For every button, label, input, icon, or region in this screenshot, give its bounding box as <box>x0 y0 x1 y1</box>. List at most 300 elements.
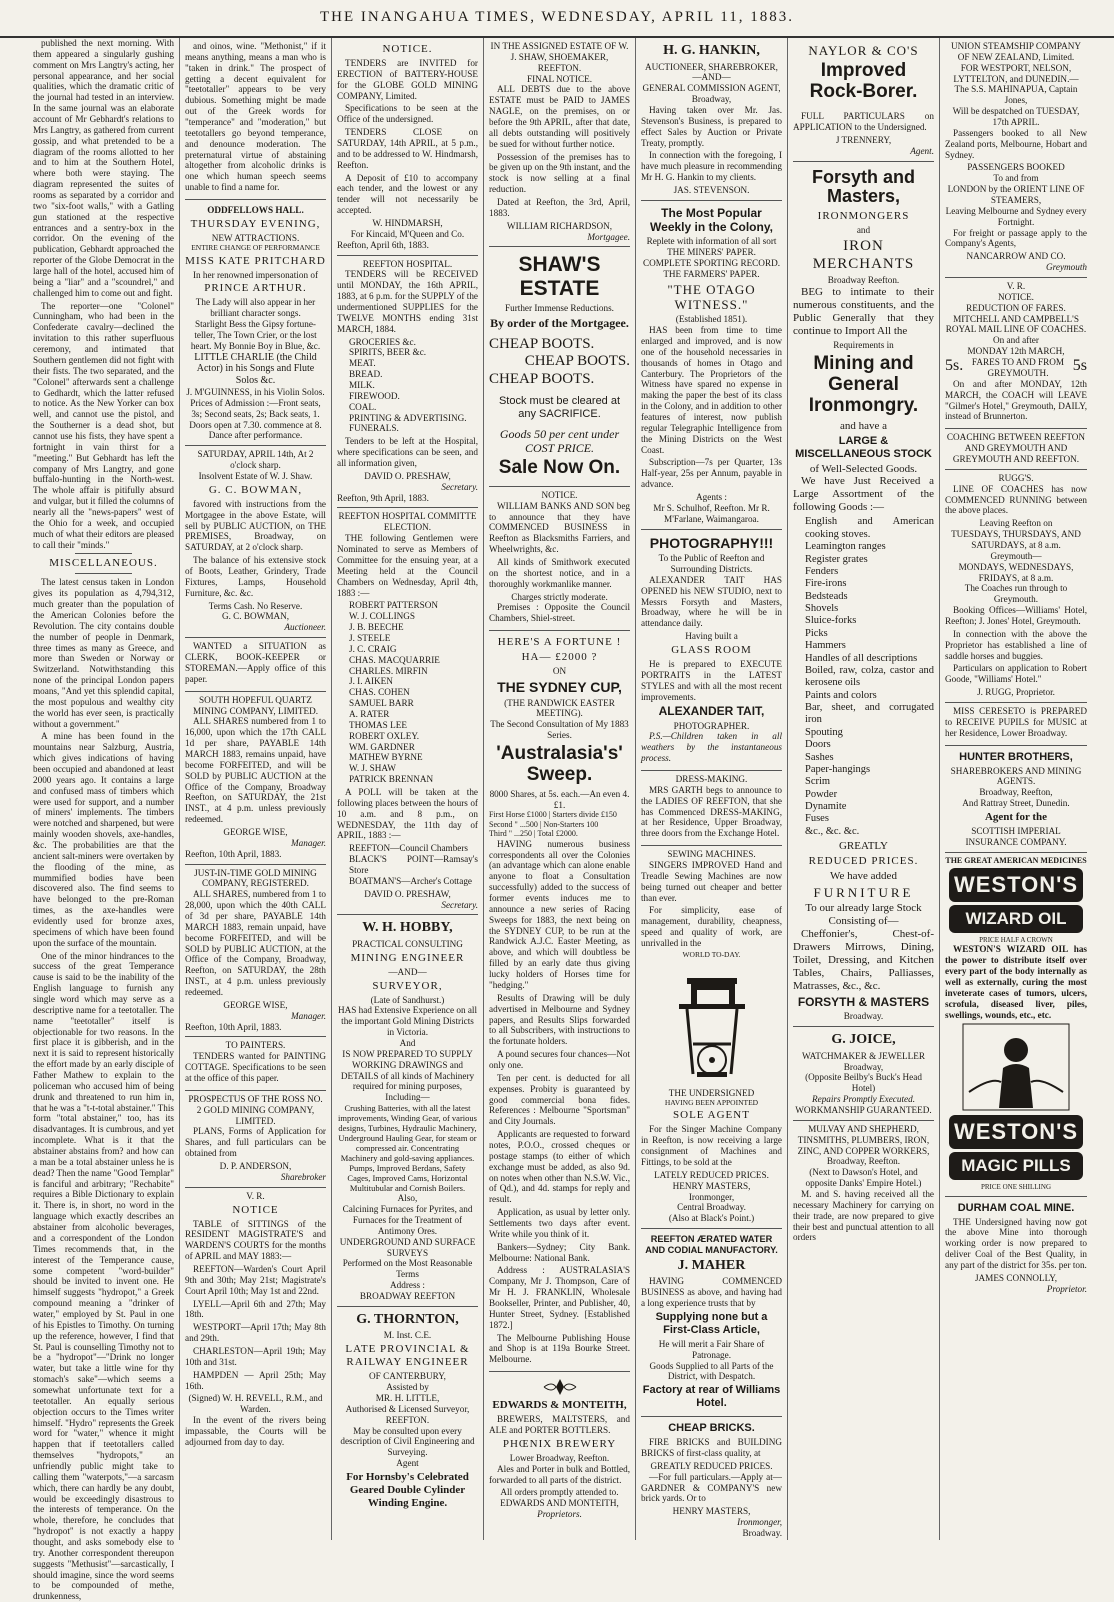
ad-line: M. Inst. C.E. <box>383 1330 432 1341</box>
newspaper-title: THE INANGAHUA TIMES, WEDNESDAY, APRIL 11, 1883. <box>319 9 795 25</box>
ad-south-hopeful <box>185 692 326 865</box>
ad-line: WORKMANSHIP GUARANTEED. <box>795 1104 932 1115</box>
list-item: Leamington ranges <box>805 541 886 553</box>
ad-body: In connection with the foregoing, I have much pleasure in recommending Mr H. G. Hankin to my clients. <box>641 150 782 183</box>
ad-line: V. R. <box>1006 281 1026 292</box>
ad-date: Reefton, 9th April, 1883. <box>337 492 429 503</box>
ad-coaching <box>945 429 1087 470</box>
ad-role: Ironmonger, <box>688 1191 735 1202</box>
ad-body: HAMPDEN — April 25th; May 16th. <box>185 1369 326 1391</box>
ad-line: Prices of Admission :—Front seats, 3s; Second seats, 2s; Back seats, 1. <box>190 397 321 419</box>
ad-hunter-brothers <box>945 746 1087 853</box>
ad-body: Booking Offices—Williams' Hotel, Reefton; J. Jones' Hotel, Greymouth. <box>945 605 1087 626</box>
ad-line: COMPLETE SPORTING RECORD. <box>642 257 781 268</box>
article-text: The reporter—one "Colonel" Cunningham, who had been in the Confederate cavalry—declined the invitation to this rather superfluous ceremony, and intimated that Southern gentlemen did not fight with their fists. The two separated, and the "Colonel" afterwards sent a challenge to Gedhardt, which the latter refused to notice. As the New Yorker can box well, and cannot use the pistol, and the Southerner is a dead shot, but cannot use his fists, they have spent a fortnight in vain thirst for a "meeting." But Gebhardt has left the company of Mrs Langtry, and gone buffalo-hunting in the North-west. The whole affair is pitifully absurd and vulgar, but it filled the columns of nearly all the "news-papers" west of the Ohio for a week, and occupied much of what their editors are pleased to call their "minds." <box>33 300 174 550</box>
ad-body: BEG to intimate to their numerous constituents, and the Public Generally that they continue to Import All the <box>793 286 934 338</box>
ad-body: HAVING numerous business correspondents all over the Colonies (an advantage which can alone enable anyone to float a Consultation successfully) added to the success of former events induces me to announce a new series of Racing Sweeps for 1883, the next being on the SYDNEY CUP, to be run at the Randwick A.J.C. Easter Meeting, as above, and which will doubtless be filled by an early date thus giving lucky holders of Horses time for "hedging." <box>489 838 630 990</box>
ad-signature: DAVID O. PRESHAW, <box>364 470 451 481</box>
ad-line: Goods 50 per cent under COST PRICE. <box>499 426 620 455</box>
ad-line: SHAREBROKERS AND MINING AGENTS. <box>950 765 1082 787</box>
ad-line: ENTIRE CHANGE OF PERFORMANCE <box>191 242 320 252</box>
ad-line: Authorised & Licensed Surveyor, <box>345 1403 470 1414</box>
ad-just-in-time <box>185 865 326 1038</box>
article-text: The latest census taken in London gives its population as 4,794,312, much greater than the population of the American Colonies before the Revolution. The city contains double the number of people in Denmark, three times as many as Greece, and more than Sweden or Norway or Switzerland. Notwithstanding this none of the principal London papers moans, "And yet this splendid capital, the most populous and wealthy city the world has ever seen, is practically without a government." <box>33 577 174 729</box>
ad-body: A Deposit of £10 to accompany each tender, and the lowest or any tender will not necessarily be accepted. <box>337 172 478 216</box>
ad-line: WORLD TO-DAY. <box>682 949 741 959</box>
ad-line: PHŒNIX BREWERY <box>502 1437 617 1450</box>
ad-line: REDUCTION OF FARES. <box>966 302 1066 313</box>
ad-role: Proprietor. <box>1046 1283 1087 1294</box>
ad-title: NOTICE. <box>382 43 433 55</box>
ad-date: Reefton, 10th April, 1883. <box>185 848 282 859</box>
ad-line: MITCHELL AND CAMPBELL'S ROYAL MAIL LINE OF COACHES. <box>945 313 1087 335</box>
list-item: Handles of all descriptions <box>805 652 918 664</box>
ad-signature: J TRENNERY, <box>835 134 892 145</box>
ad-line: Terms Cash. No Reserve. <box>208 600 303 611</box>
ad-body: For the Singer Machine Company in Reefton, is now receiving a large consignment of Machines and Fittings, to be sold at the <box>641 1124 782 1167</box>
ad-body: TENDERS wanted for PAINTING COTTAGE. Specifications to be seen at the office of this paper. <box>185 1051 326 1083</box>
list-item: FIREWOOD. <box>349 390 400 401</box>
ad-body: Having taken over Mr. Jas. Stevenson's Business, is prepared to effect Sales by Auction or Private Treaty, promptly. <box>641 104 782 148</box>
ad-line: Goods Supplied to all Parts of the District, with Despatch. <box>649 1360 774 1382</box>
column-3 <box>332 38 484 1540</box>
list-item: Fire-irons <box>805 578 847 590</box>
ad-title: PROSPECTUS OF THE ROSS NO. 2 GOLD MINING COMPANY, LIMITED. <box>188 1093 323 1126</box>
ad-body: LYELL—April 6th and 27th; May 18th. <box>185 1298 326 1320</box>
table-row: First Horse £1000 | Starters divide £150 <box>489 810 617 820</box>
ad-line: SCOTTISH IMPERIAL INSURANCE COMPANY. <box>965 825 1067 847</box>
ad-body: ALL SHARES numbered from 1 to 16,000, upon which the 17th CALL 1d per share, PAYABLE 14th MARCH 1883, remains unpaid, have become FORFEITED, and will be SOLD by PUBLIC AUCTION at the Office of the Company, Broadway Reefton, on SATURDAY, the 21st INST., at 4 p.m. unless previously redeemed. <box>185 716 326 825</box>
ad-title: RUGG'S. <box>998 472 1034 483</box>
list-item: Scrim <box>805 776 831 788</box>
ad-hospital-election <box>337 508 478 915</box>
ad-shaws-estate <box>489 247 630 486</box>
list-item: PRINTING & ADVERTISING. <box>349 412 467 423</box>
ad-body: FULL PARTICULARS on APPLICATION to the Undersigned. <box>793 111 934 132</box>
ad-line: PRACTICAL CONSULTING <box>352 938 463 949</box>
list-item: J. I. AIKEN <box>349 676 393 687</box>
ad-line: IN THE ASSIGNED ESTATE OF W. J. SHAW, SHOEMAKER, REEFTON. <box>490 41 629 73</box>
ad-line: Broadway, <box>843 1061 884 1072</box>
newspaper-page <box>28 38 1094 1602</box>
ad-title: TO PAINTERS. <box>225 1040 286 1051</box>
ad-line: and have a <box>839 419 888 432</box>
ad-title: CHEAP BRICKS. <box>668 1422 755 1435</box>
ad-line: MAGIC PILLS <box>949 1152 1083 1180</box>
ad-signature: HENRY MASTERS, <box>672 1506 751 1517</box>
ad-body: Applicants are requested to forward notes, P.O.O., crossed cheques or postage stamps (to either of which exchange must be added, as also 9d. on notes when other than N.S.W. Vic., of Qd.), and 4d. stamps for reply and result. <box>489 1129 630 1205</box>
ad-line: COACHING BETWEEN REEFTON AND GREYMOUTH AND GREYMOUTH AND REEFTON. <box>946 432 1086 464</box>
ad-line: Factory at rear of Williams Hotel. <box>642 1384 781 1410</box>
fare-price: 5s <box>1072 357 1087 375</box>
ad-body: Possession of the premises has to be given up on the 9th instant, and the stock is now selling at a final reduction. <box>489 151 630 195</box>
ad-role: Agent. <box>910 145 934 156</box>
list-item: THOMAS LEE <box>349 719 407 730</box>
ad-line: 8000 Shares, at 5s. each.—An even 4. £1. <box>489 788 630 810</box>
column-4 <box>484 38 636 1540</box>
ad-body: WANTED a SITUATION as CLERK, BOOK-KEEPER or STOREMAN.—Apply office of this paper. <box>185 641 326 684</box>
ad-body: Cheffonier's, Chest-of-Drawers Mirrows, Dining, Toilet, Dressing, and Kitchen Tables, Chairs, Palliasses, Matrasses, &c., &c. <box>793 928 934 993</box>
ad-title: NOTICE. <box>541 489 578 500</box>
ad-line: The Second Consultation of My 1883 Series. <box>490 719 629 741</box>
ad-signature: ALEXANDER TAIT, <box>658 704 765 719</box>
ad-body: FIRE BRICKS and BUILDING BRICKS of first-class quality, at <box>641 1437 782 1459</box>
ad-line: REEFTON. <box>385 1414 430 1425</box>
list-item: Boiled, raw, colza, castor and kerosene oils <box>805 664 934 689</box>
ad-line: Insolvent Estate of W. J. Shaw. <box>198 471 313 482</box>
ad-line: GREATLY <box>838 840 888 853</box>
list-item: MATHEW BYRNE <box>349 752 423 763</box>
ad-line: LARGE & MISCELLANEOUS STOCK <box>795 434 932 460</box>
ad-date: Reefton, April 6th, 1883. <box>337 239 429 250</box>
ad-title: REEFTON HOSPITAL COMMITTE ELECTION. <box>338 511 477 533</box>
ad-title: HUNTER BROTHERS, <box>959 750 1073 763</box>
ad-line: (Established 1851). <box>675 314 748 325</box>
fare-price: 5s. <box>945 357 964 375</box>
ad-line: Broadway. <box>742 1528 782 1539</box>
prize-table <box>489 810 630 838</box>
ad-line: (Late of Sandhurst.) <box>370 994 445 1005</box>
ad-oddfellows <box>185 200 326 446</box>
ad-signature: D. P. ANDERSON, <box>219 1161 292 1172</box>
list-item: Dynamite <box>805 801 847 813</box>
list-item: MEAT. <box>349 358 376 369</box>
ad-body: BREWERS, MALTSTERS, and ALE and PORTER BOTTLERS. <box>489 1414 630 1435</box>
list-item: GROCERIES &c. <box>349 336 416 347</box>
goods-list <box>793 516 934 838</box>
ad-body: M. and S. having received all the necessary Machinery for carrying on their trade, are now prepared to give their best and punctual attention to all orders <box>793 1189 934 1243</box>
list-item: SPIRITS, BEER &c. <box>349 347 427 358</box>
ad-hankin <box>641 38 782 201</box>
ad-line: OF CANTERBURY, <box>369 1371 446 1382</box>
column-1 <box>28 38 180 1602</box>
list-item: Hammers <box>805 640 846 652</box>
ad-signature: FORSYTH & MASTERS <box>797 995 930 1010</box>
ad-title: G. C. BOWMAN, <box>208 483 303 496</box>
ad-line: THE MINERS' PAPER. <box>667 247 756 257</box>
list-item: ROBERT PATTERSON <box>349 600 439 611</box>
ad-title: REEFTON ÆRATED WATER AND CODIAL MANUFACTORY. <box>645 1234 778 1255</box>
column-2 <box>180 38 332 1540</box>
ad-durham-coal <box>945 1197 1087 1299</box>
ad-line: MONDAYS, WEDNESDAYS, FRIDAYS, at 8 a.m. <box>958 561 1074 583</box>
ad-line: He will merit a Fair Share of Patronage. <box>658 1338 765 1360</box>
ad-signature: JAMES CONNOLLY, <box>974 1272 1058 1283</box>
ad-body: A pound secures four chances—Not only one. <box>489 1049 630 1070</box>
ad-forsyth-masters <box>793 162 934 1028</box>
ad-ross <box>185 1091 326 1188</box>
article-text: A mine has been found in the mountains near Salzburg, Austria, which gives indications of having been occupied and abandoned at least 2000 years ago. It contains a large and confused mass of timbers which were used for support, and a number of miners' implements. The timbers were notched and sharpened, but were mainly wooden shovels, axe-handles, &c. The probabilities are that the ancient salt-miners were overtaken by the flooding of the mine, as mummified bodies have been discovered also. The find seems to have belonged to the pre-Roman times, as the axe-handles were evidently used for bronze axes, specimens of which have been found upon the surface of the mountain. <box>33 731 174 948</box>
ad-line: Mining and General Ironmongry. <box>808 352 919 416</box>
ad-title: NAYLOR & CO'S <box>808 43 919 58</box>
ad-line: GENERAL COMMISSION AGENT, <box>642 83 781 94</box>
ad-line: WATCHMAKER & JEWELLER <box>802 1050 925 1061</box>
nominee-list <box>337 600 478 785</box>
ad-signature: G. C. BOWMAN, <box>221 611 290 622</box>
ad-line: 'Australasia's' Sweep. <box>496 742 623 785</box>
ad-body: WESTPORT—April 17th; May 8th and 29th. <box>185 1322 326 1344</box>
list-item: Sluice-forks <box>805 615 857 627</box>
ad-title: REEFTON HOSPITAL. <box>362 258 453 269</box>
list-item: REEFTON—Council Chambers <box>349 843 469 854</box>
ad-line: HA— £2000 ? <box>521 651 598 664</box>
ad-role: Manager. <box>291 1010 326 1021</box>
ad-title: NOTICE. <box>998 291 1034 302</box>
ad-title: DURHAM COAL MINE. <box>957 1201 1075 1214</box>
ad-body: PLANS, Forms of Application for Shares, and full particulars can be obtained from <box>185 1126 326 1159</box>
ad-line: Agent <box>396 1458 419 1469</box>
ad-line: MONDAY 12th MARCH, <box>967 346 1065 357</box>
ad-line: CHEAP BOOTS. <box>524 353 630 370</box>
ad-line: LONDON by the ORIENT LINE OF STEAMERS, <box>947 184 1085 206</box>
ad-signature: WILLIAM RICHARDSON, <box>506 220 613 231</box>
ad-line: SOLE AGENT <box>673 1109 750 1122</box>
ad-line: In her renowned impersonation of <box>192 269 318 280</box>
supply-list <box>337 337 478 435</box>
ad-line: And Rattray Street, Dunedin. <box>962 798 1070 809</box>
ad-body: Particulars on application to Robert Goode, "Williams' Hotel." <box>945 663 1087 685</box>
ad-line: MISS KATE PRITCHARD <box>185 254 326 267</box>
ad-body: ALL SHARES, numbered from 1 to 28,000, upon which the 40th CALL of 3d per share, PAYABLE 14th MARCH 1883, remain unpaid, have become FORFEITED, and will be SOLD by PUBLIC AUCTION, at the Office of the Company, Broadway, Reefton, on SATURDAY, the 28th INST., at 4 p.m. unless previously redeemed. <box>185 889 326 997</box>
column-6 <box>788 38 940 1540</box>
ad-line: And <box>399 1038 416 1049</box>
ad-body: He is prepared to EXECUTE PORTRAITS in the LATEST STYLES and with all the most recent improvements. <box>641 658 782 702</box>
list-item: SAMUEL BARR <box>349 698 414 709</box>
ad-title: W. H. HOBBY, <box>362 920 453 936</box>
list-item: Picks <box>805 627 828 639</box>
ad-signature: JAS. STEVENSON. <box>673 184 750 195</box>
ad-body: MISS CERESETO is PREPARED to RECEIVE PUPILS for MUSIC at her Residence, Lower Broadway. <box>945 705 1087 738</box>
ad-line: CHEAP BOOTS. <box>489 335 595 352</box>
ad-thornton <box>337 1307 478 1516</box>
ad-body: Tenders to be left at the Hospital, where specifications can be seen, and all information given, <box>337 436 478 469</box>
ad-title: NOTICE <box>232 1203 279 1216</box>
ad-line: Lower Broadway, Reefton. <box>509 1452 610 1463</box>
list-item: BOATMAN'S—Archer's Cottage <box>349 875 472 886</box>
list-item: CHAS. MACQUARRIE <box>349 654 440 665</box>
divider <box>75 553 131 554</box>
list-item: ROBERT OXLEY. <box>349 730 420 741</box>
ad-title: SEWING MACHINES. <box>667 849 756 860</box>
fare-text: FARES TO AND FROM GREYMOUTH. <box>971 357 1065 378</box>
ad-role: PHOTOGRAPHER. <box>673 720 750 731</box>
ad-signature: GEORGE WISE, <box>223 826 288 837</box>
ad-body: ALL DEBTS due to the above ESTATE must be PAID to JAMES NAGLE, on the premises, on or before the 9th APRIL, after that date, all debts outstanding will positively be sued for without further notice. <box>489 84 630 149</box>
ad-dressmaking <box>641 771 782 846</box>
ad-title: G. THORNTON, <box>356 1311 459 1327</box>
masthead <box>0 0 1114 38</box>
ad-line: Requirements in <box>833 340 894 351</box>
list-item: Register grates <box>805 553 868 565</box>
ad-line: For Hornsby's Celebrated Geared Double Cylinder Winding Engine. <box>346 1470 469 1509</box>
list-item: CHARLES. MIRFIN <box>349 665 428 676</box>
ad-line: PRINCE ARTHUR. <box>204 282 307 295</box>
ad-line: THE UNDERSIGNED <box>668 1087 755 1098</box>
list-item: Bedsteads <box>805 590 848 602</box>
ad-line: LITTLE CHARLIE (the Child Actor) in his Songs and Flute Solos &c. <box>194 351 317 387</box>
list-item: J. STEELE <box>349 632 391 643</box>
ad-role: Proprietors. <box>537 1509 582 1520</box>
ad-line: FURNITURE <box>813 885 914 901</box>
ad-body: All kinds of Smithwork executed on the shortest notice, and in a thoroughly workmanlike manner. <box>489 557 630 589</box>
list-item: Sashes <box>805 751 834 763</box>
ad-line: Agent for the <box>984 810 1048 823</box>
ad-body: P.S.—Children taken in all weathers by the instantaneous process. <box>641 731 782 764</box>
sewing-machine-icon <box>667 964 757 1084</box>
ad-union-steamship <box>945 38 1087 278</box>
ad-title: HERE'S A FORTUNE ! <box>497 636 622 649</box>
list-item: Shovels <box>805 603 839 615</box>
list-item: J. C. CRAIG <box>349 643 397 654</box>
ad-line: Broadway, Reefton, <box>979 787 1053 798</box>
ad-line: "THE OTAGO WITNESS." <box>667 281 756 312</box>
ad-title: EDWARDS & MONTEITH, <box>492 1399 627 1412</box>
ad-title: MULVAY AND SHEPHERD, TINSMITHS, PLUMBERS, IRON, ZINC, AND COPPER WORKERS, <box>797 1123 930 1156</box>
ad-ruggs <box>945 470 1087 703</box>
ad-line: CHEAP BOOTS. <box>489 371 595 388</box>
ad-signature: NANCARROW AND CO. <box>966 251 1066 262</box>
ad-banks <box>489 487 630 631</box>
ad-body: TENDERS will be RECEIVED until MONDAY, the 16th APRIL, 1883, at 6 p.m. for the SUPPLY of the undermentioned SUPPLIES for the TWELVE MONTHS ending 31st MARCH, 1884. <box>337 269 478 334</box>
ad-line: PASSENGERS BOOKED <box>967 162 1065 173</box>
ad-line: of Well-Selected Goods. <box>809 462 918 475</box>
ad-line: IRON MERCHANTS <box>812 237 915 272</box>
ad-line: Repairs Promptly Executed. <box>812 1094 915 1105</box>
ad-body: We have Just Received a Large Assortment of the following Goods :— <box>793 475 934 514</box>
ad-line: (THE RANDWICK EASTER MEETING). <box>504 697 615 719</box>
ad-line: FOR WESTPORT, NELSON, LYTTELTON, and DUNEDIN.— <box>953 62 1079 84</box>
ad-title: FINAL NOTICE. <box>527 73 592 84</box>
ad-line: Address : <box>390 1280 425 1291</box>
ad-line: THE SYDNEY CUP, <box>497 678 622 695</box>
ad-photography <box>641 530 782 771</box>
ad-line: Performed on the Most Reasonable Terms <box>342 1258 473 1280</box>
ad-line: Assisted by <box>386 1382 429 1393</box>
ad-body: Application, as usual by letter only. Settlements two days after event. Write while you think of it. <box>489 1207 630 1239</box>
ad-role: Sharebroker <box>280 1171 326 1182</box>
ad-coach-fares <box>945 278 1087 429</box>
ad-line: ON <box>552 666 567 677</box>
ad-body: For simplicity, ease of management, durability, cheapness, speed and quality of work, are unrivalled in the <box>641 905 782 948</box>
ad-signature: GEORGE WISE, <box>223 999 288 1010</box>
ad-aerated-water <box>641 1229 782 1417</box>
list-item: Paper-hangings <box>805 763 871 775</box>
ad-joice <box>793 1027 934 1121</box>
ad-painters <box>185 1037 326 1090</box>
ad-line: WESTON'S <box>949 1115 1083 1149</box>
ad-line: To and from <box>993 173 1039 184</box>
ad-line: THE FARMERS' PAPER. <box>663 268 760 279</box>
polling-places <box>337 843 478 886</box>
misc-heading: MISCELLANEOUS. <box>49 557 158 570</box>
list-item: Paints and colors <box>805 689 877 701</box>
list-item: Bar, sheet, and corrugated iron <box>805 702 934 726</box>
crest-icon <box>540 1377 580 1397</box>
ad-role: Mortgagee. <box>587 231 630 242</box>
ad-body: The balance of his extensive stock of Boots, Leather, Grindery, Trade Fixtures, Lamps, Household Furniture, &c. &c. <box>185 555 326 598</box>
ad-title: G. JOICE, <box>831 1032 896 1048</box>
article-continuation <box>185 38 326 200</box>
ad-body: THE Undersigned having now got the above Mine into thorough working order is now prepared to deliver Coal of the Best Quality, in any part of the district for 35s. per ton. <box>945 1216 1087 1271</box>
list-item: Spouting <box>805 726 843 738</box>
list-item: A. RATER <box>349 708 390 719</box>
ad-line: BROADWAY REEFTON <box>359 1291 456 1302</box>
divider <box>75 573 131 574</box>
ad-signature: W. HINDMARSH, <box>372 218 443 228</box>
ad-line: Will be despatched on TUESDAY, 17th APRIL. <box>952 106 1080 128</box>
ad-sittings <box>185 1188 326 1454</box>
ad-body: TENDERS are INVITED for ERECTION of BATTERY-HOUSE for the GLOBE GOLD MINING COMPANY, Limited. <box>337 57 478 101</box>
ad-line: Dance after performance. <box>208 430 303 441</box>
ad-body: TABLE of SITTINGS of the RESIDENT MAGISTRATE'S and WARDEN'S COURTS for the months of APRIL and MAY 1883:— <box>185 1218 326 1262</box>
ad-line: To our already large Stock Consisting of— <box>805 902 922 928</box>
ad-hobby <box>337 915 478 1307</box>
ad-body: TENDERS CLOSE on SATURDAY, 14th APRIL, at 5 p.m., and to be addressed to W. Hindmarsh, Reefton. <box>337 127 478 170</box>
ad-line: We have added <box>830 870 897 883</box>
ad-signature: HENRY MASTERS, <box>672 1180 751 1191</box>
ad-line: Broadway, <box>691 94 732 105</box>
list-item: J. B. BEECHE <box>349 622 404 633</box>
ad-line: Greymouth <box>1046 262 1087 273</box>
ad-cereseto <box>945 703 1087 746</box>
ad-line: —AND— <box>692 72 731 83</box>
ad-body: THE following Gentlemen were Nominated to serve as Members of Committee for the ensuing year, at a Meeting held at the Council Chambers on Wednesday, April 4th, 1883 :— <box>337 533 478 598</box>
ad-line: Having built a <box>685 631 738 642</box>
ad-body: WILLIAM BANKS AND SON beg to announce that they have COMMENCED BUSINESS in Reefton as Blacksmiths Farriers, and Wheelwrights, &c. <box>489 500 630 555</box>
column-7 <box>940 38 1092 1540</box>
ad-title: SOUTH HOPEFUL QUARTZ MINING COMPANY, LIMITED. <box>192 694 319 716</box>
ad-line: LATELY REDUCED PRICES. <box>654 1169 769 1180</box>
ad-body: Passengers booked to all New Zealand ports, Melbourne, Hobart and Sydney. <box>945 127 1087 160</box>
ad-body: The Melbourne Publishing House and Shop is at 119a Bourke Street. Melbourne. <box>489 1332 630 1365</box>
ad-body: SINGERS IMPROVED Hand and Treadle Sewing Machines are now being turned out cheaper and better than ever. <box>641 859 782 903</box>
ad-line: GLASS ROOM <box>671 643 752 656</box>
ad-line: The Coaches run through to Greymouth. <box>964 583 1068 605</box>
ad-line: Also, <box>397 1193 418 1204</box>
article-text: One of the minor hindrances to the success of the great Temperance cause is said to be the inability of the English language to furnish any single word which may serve as a descriptive name for a teetotaller. The name "teetotaller" itself is objectionable for two reasons. In the first place it is gibberish, and in the next it is said to represent historically the effort made by an early disciple of Father Mathew to explain to the policeman who accused him of being drunk and threatened to run him in, that he was a "t-t-total abstainer." This form "total abstainer," too, has its disadvantages. It is cumbrous, and yet incomplete. What is it that the abstainer abstains from? and how can a man be a total abstainer unless he is dead? Then the name "Good Templar" is fanciful and arbitrary; "Rechabite" requires a Bible Dictionary to explain it. There is, in short, no word in the language which exactly describes an abstainer from alcoholic beverages, and a correspondent of the London Times recommends that, in the interest of the Temperance cause, some competent "word-builder" should be invited to invent one. He himself suggests "hydropot," a Greek compound meaning a "drinker of water," employed by St. Paul in one of his Epistles to Timothy. On turning up the reference, however, I find that St. Paul is counselling Timothy not to be a "hydropot"—"Drink no longer water, but take a little wine for thy stomach's sake"—which seems a somewhat unfortunate text for a teetotaller. An equally serious objection occurs to the Times writer himself. "Hydro" represents the Greek word for "water," whence it might happen that if teetotallers called themselves "hydropots," an unfriendly public might take to calling them "waterpots,"—a sarcasm which, there can hardly be any doubt, would be exceedingly disastrous to the interests of temperance. On the whole, therefore, he concludes that "hydropot" is not exactly a happy thought, and asks somebody else to try. Another correspondent thereupon suggests "Methusist"—sarcastically, I should imagine, since the word seems to be compounded of methe, drunkenness, <box>33 950 174 1602</box>
ad-line: NEW ATTRACTIONS. <box>211 232 300 243</box>
list-item: W. J. SHAW <box>349 763 396 774</box>
ad-body: Bankers—Sydney; City Bank. Melbourne: National Bank. <box>489 1241 630 1263</box>
list-item: CHAS. COHEN <box>349 687 410 698</box>
fare-row <box>945 357 1087 379</box>
ad-line: HAS had Extensive Experience on all the important Gold Mining Districts in Victoria. <box>337 1005 478 1038</box>
illustration-icon <box>961 1022 1071 1112</box>
ad-line: WIZARD OIL <box>949 905 1083 933</box>
ad-body: In connection with the above the Proprietor has established a line of saddle horses and buggies. <box>945 628 1087 661</box>
ad-body: Results of Drawing will be duly advertised in Melbourne and Sydney papers, and Results Slips forwarded to all Subscribers, with instructions to the fortunate holders. <box>489 992 630 1047</box>
ad-line: For Kincaid, M'Queen and Co. <box>350 228 465 239</box>
ad-line: Leaving Reefton on <box>979 518 1053 529</box>
ad-line: PRICE ONE SHILLING <box>981 1183 1051 1192</box>
ad-line: IS NOW PREPARED TO SUPPLY WORKING DRAWINGS and DETAILS of all kinds of Machinery required for mining purposes, Including— <box>340 1048 475 1103</box>
list-item: MILK. <box>349 380 375 391</box>
list-item: &c., &c. &c. <box>805 825 860 837</box>
ad-body: WESTON'S WIZARD OIL has the power to distribute itself over every part of the body internally as well as externally, curing the most inveterate cases of tumors, ulcers, scrofula, diseased liver, piles, swellings, wounds, etc., etc. <box>945 944 1087 1020</box>
ad-battery-tenders <box>337 38 478 256</box>
table-row: Second " ...500 | Non-Starters 100 <box>489 819 599 829</box>
table-row: Third " ...250 | Total £2000. <box>489 829 578 839</box>
ad-line: Improved Rock-Borer. <box>809 60 918 103</box>
ad-line: MR. H. LITTLE, <box>375 1392 440 1403</box>
ad-body: In the event of the rivers being impassable, the Courts will be adjourned from day to day. <box>185 1415 326 1447</box>
ad-line: UNDERGROUND AND SURFACE SURVEYS <box>339 1236 476 1258</box>
ad-shaw-notice <box>489 38 630 247</box>
ad-line: REDUCED PRICES. <box>808 855 919 868</box>
list-item: Fuses <box>805 813 829 825</box>
ad-otago-witness <box>641 201 782 530</box>
ad-body: REEFTON—Warden's Court April 9th and 30th; May 21st; Magistrate's Court April 10th; May 1st and 22nd. <box>185 1264 326 1296</box>
